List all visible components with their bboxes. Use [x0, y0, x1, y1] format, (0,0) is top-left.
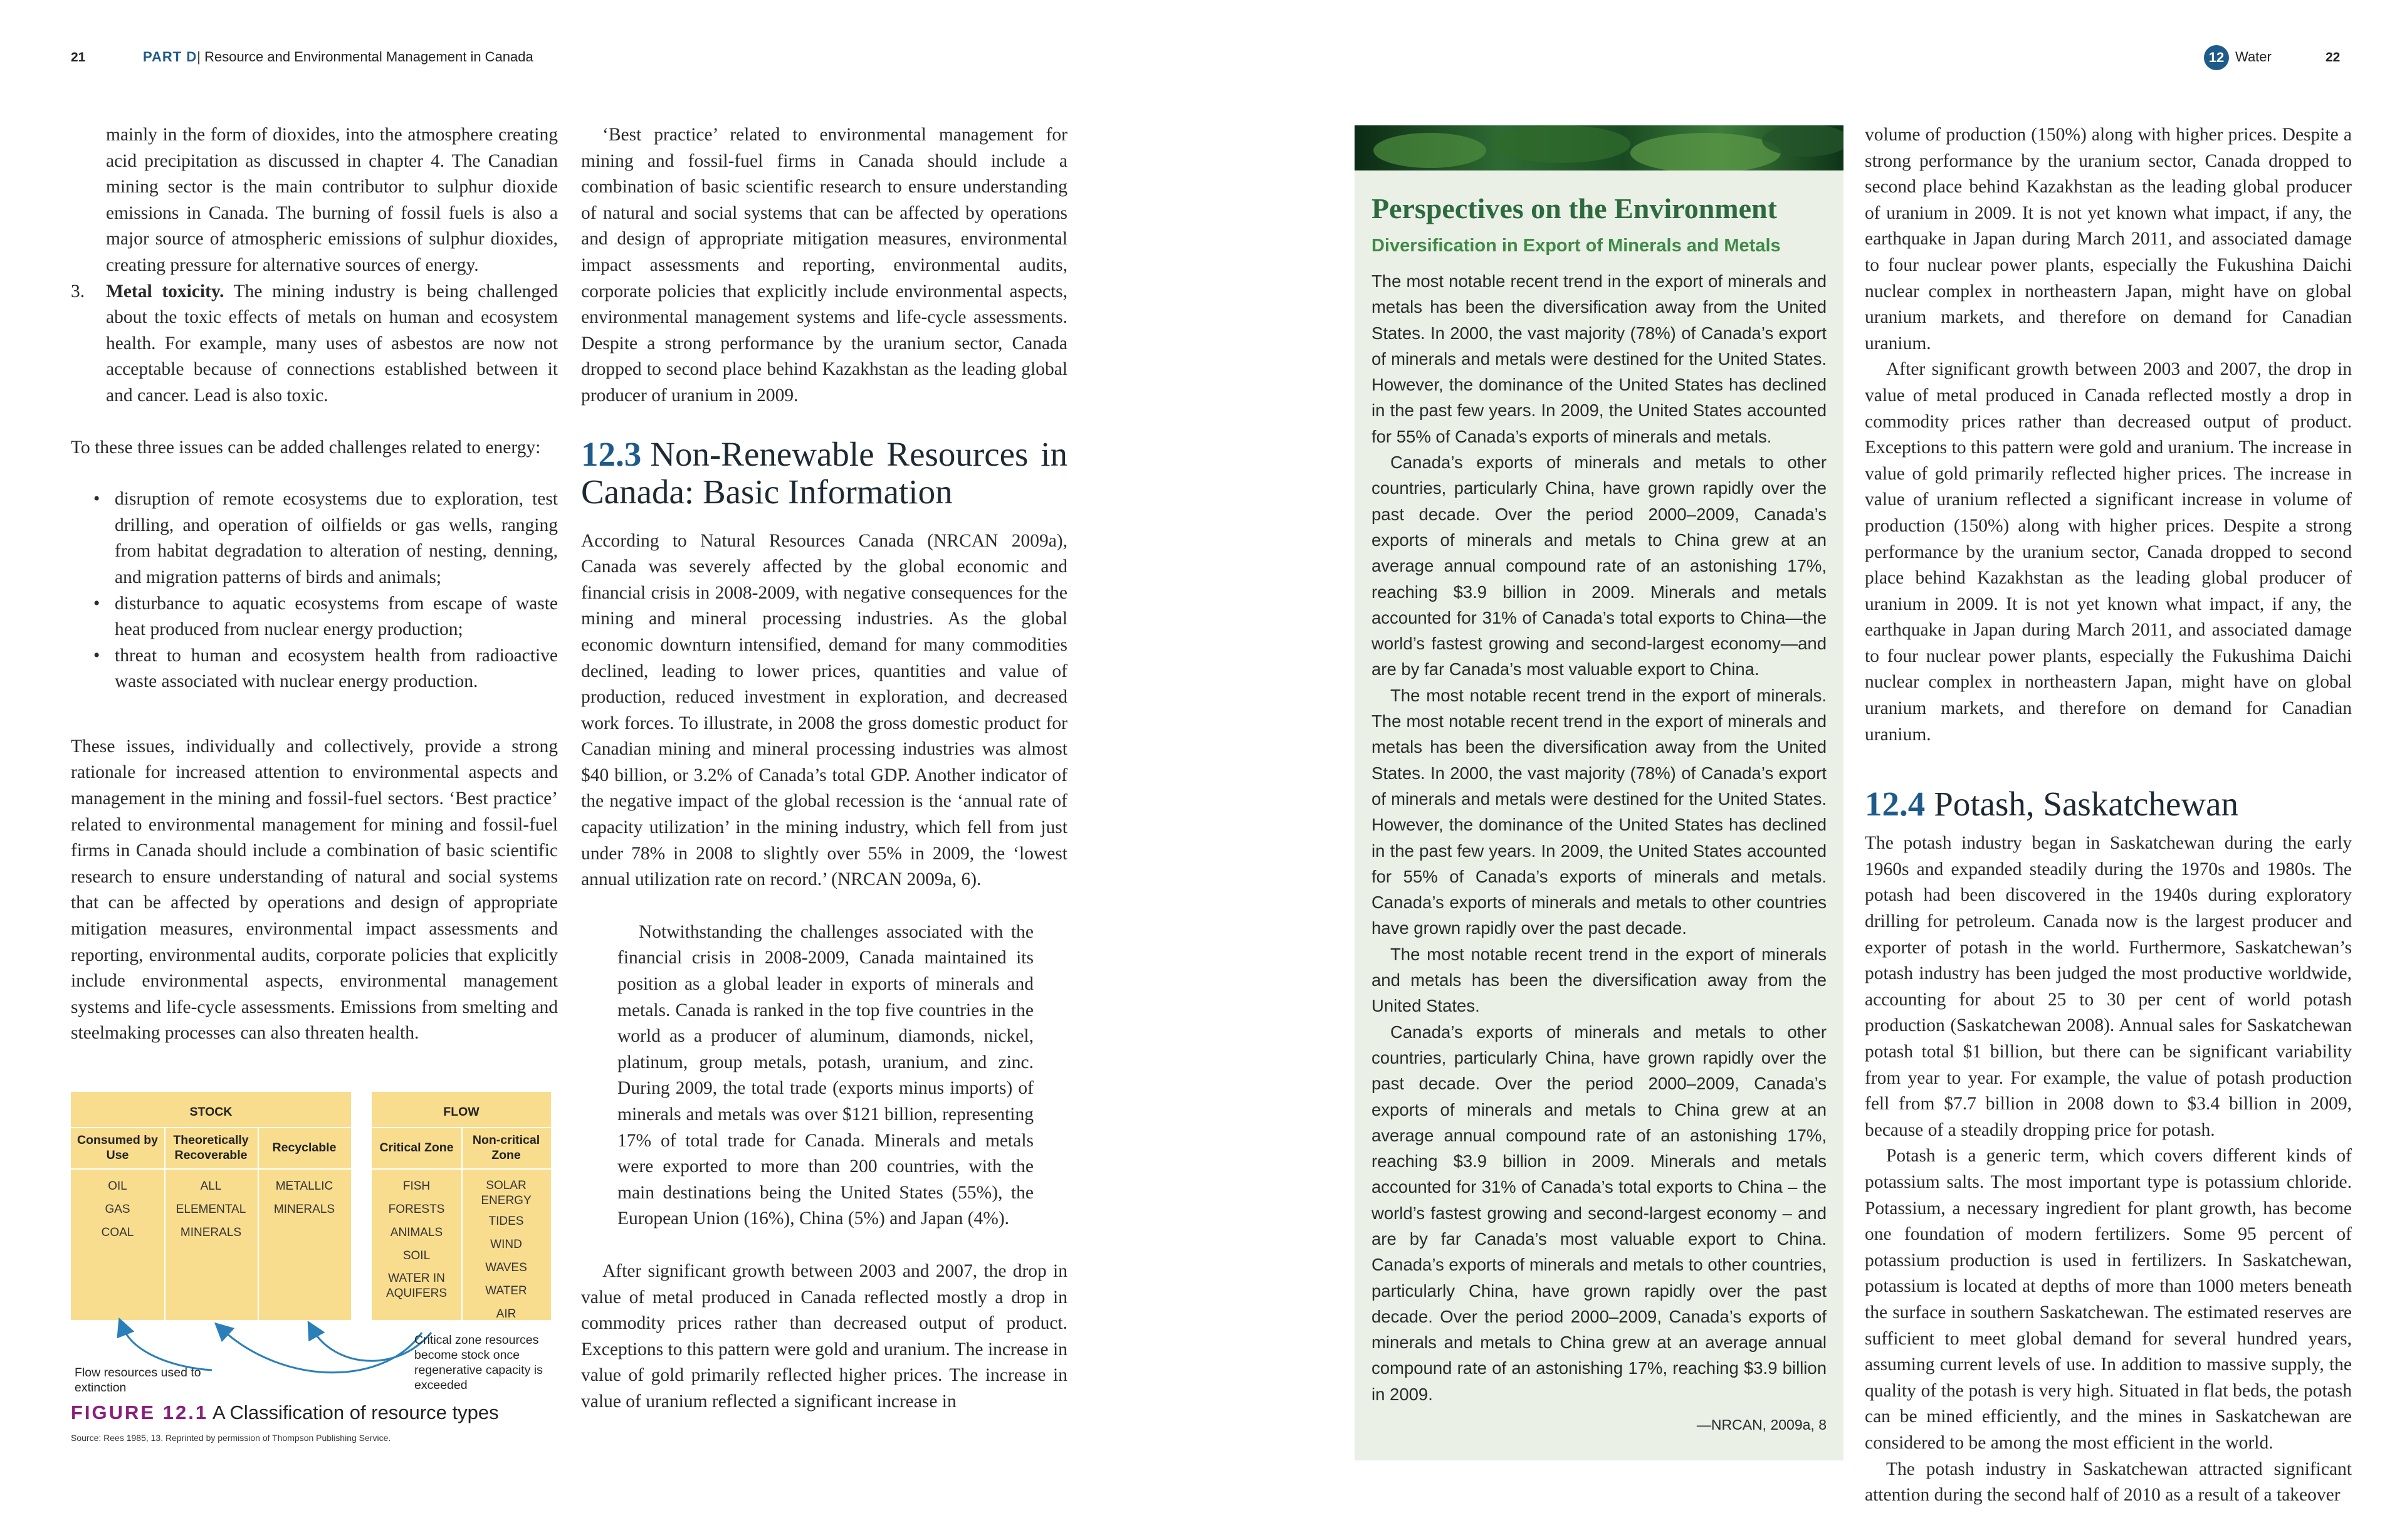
resource-item: METALLIC: [275, 1180, 333, 1193]
resource-item: ELEMENTAL: [176, 1203, 246, 1216]
right-column: [1865, 122, 2352, 1509]
item-term: Metal toxicity.: [106, 281, 224, 301]
col1-intro: mainly in the form of dioxides, into the atmosphere creating acid precipitation as discussed in chapter 4. The Canadian mining sector is the main contributor to sulphur dioxide emissions in Canada. The burning of fossil fuels is also a major source of atmospheric emissions of sulphur dioxides, creating pressure for alternative sources of energy.: [106, 125, 558, 275]
right-para2: After significant growth between 2003 and 2007, the drop in value of metal produced in Canada reflected mostly a drop in commodity prices rather than decreased output of product. Exceptions to this pattern were gold and uranium. The increase in value of gold primarily reflected higher prices. The increase in value of uranium reflected a significant increase in volume of production (150%) along with higher prices. Despite a strong performance by the uranium sector, Canada dropped to second place behind Kazakhstan as the leading global producer of uranium in 2009. It is not yet known what impact, if any, the earthquake in Japan during March 2011, and associated damage to four nuclear power plants, especially the Fukushima Daichi nuclear complex in northeastern Japan, might have on global uranium markets, and therefore on demand for Canadian uranium.: [1865, 359, 2352, 745]
part-label: PART D: [143, 49, 197, 65]
item-number: 3.: [71, 281, 85, 301]
perspectives-sidebar: [1355, 125, 1843, 1460]
section-heading-12-4: [1865, 785, 2352, 823]
resource-item: GAS: [105, 1203, 130, 1216]
left-column-1: [71, 122, 558, 1047]
left-page-number: 21: [71, 50, 86, 65]
resource-item: MINERALS: [273, 1203, 335, 1216]
resource-item: SOIL: [402, 1249, 431, 1262]
sidebar-body: [1371, 268, 1827, 1438]
resource-item: ALL: [200, 1180, 222, 1193]
flow-label: FLOW: [443, 1105, 480, 1119]
figure-label: FIGURE 12.1: [71, 1401, 209, 1423]
flow-panel: [372, 1092, 551, 1320]
section-number: 12.4: [1865, 785, 1926, 824]
part-title: | Resource and Environmental Management in Canada: [197, 49, 533, 65]
figure-resource-classification: [71, 1092, 560, 1443]
leaf-banner-image: [1355, 125, 1843, 170]
resource-item: AIR: [496, 1307, 517, 1321]
right-para3: The potash industry began in Saskatchewan during the early 1960s and expanded steadily during the 1970s and 1980s. The potash had been discovered in the 1940s during exploratory drilling for petroleum. Canada now is the largest producer and exporter of potash in the world. Furthermore, Saskatchewan’s potash industry has been judged the most productive worldwide, accounting for about 25 to 30 per cent of world potash production (Saskatchewan 2008). Annual sales for Saskatchewan potash total $1 billion, but there can be significant variability from year to year. For example, the value of potash production fell from $7.7 billion in 2008 down to $3.4 billion in 2009, because of a steadily dropping price for potash.: [1865, 833, 2352, 1140]
resource-item: ANIMALS: [390, 1226, 443, 1239]
section-title: Potash, Saskatchewan: [1934, 785, 2238, 824]
arrow-flow-to-consumed: [122, 1326, 212, 1370]
annotation-critical-zone: Critical zone resources become stock once regenerative capacity is exceeded: [414, 1333, 543, 1392]
annotation-flow-resources: Flow resources used to extinction: [75, 1366, 201, 1395]
resource-item: TIDES: [488, 1215, 524, 1228]
col2-para1: ‘Best practice’ related to environmental management for mining and fossil-fuel firms in Canada should include a combination of basic scientific research to ensure understanding of natural and social systems that can be affected by operations and design of appropriate mitigation measures, environmental impact assessments and reporting, environmental audits, corporate policies that explicitly include environmental aspects, environmental management systems and life-cycle assessments. Despite a strong performance by the uranium sector, Canada dropped to second place behind Kazakhstan as the leading global producer of uranium in 2009.: [581, 125, 1067, 406]
flow-col-header: Critical Zone: [379, 1141, 454, 1155]
section-title: Non-Renewable Resources in Canada: Basic Information: [581, 434, 1067, 511]
flow-col-header: Non-critical Zone: [472, 1133, 540, 1162]
section-heading-12-3: [581, 436, 1067, 511]
resource-item: FORESTS: [388, 1203, 445, 1216]
resource-item: WATER: [485, 1284, 527, 1297]
leaf-pattern-icon: [1355, 125, 1843, 170]
figure-caption: [71, 1401, 499, 1424]
stock-col-header: Consumed by Use: [77, 1133, 158, 1162]
chapter-number-badge: 12: [2204, 45, 2229, 70]
resource-item: COAL: [101, 1226, 134, 1239]
stock-col-header: Recyclable: [272, 1141, 337, 1155]
stock-col-items: [164, 1175, 258, 1244]
sidebar-attribution: —NRCAN, 2009a, 8: [1696, 1417, 1827, 1433]
bullet-item: • disruption of remote ecosystems due to exploration, test drilling, and operation of oilfields or gas wells, ranging from habitat degradation to alteration of nesting, denning, and migration patterns of birds and animals;: [71, 486, 558, 590]
sidebar-paragraph: The most notable recent trend in the export of minerals and metals has been the diversification away from the United States.: [1371, 944, 1827, 1016]
resource-item: FISH: [402, 1180, 431, 1193]
right-para5: The potash industry in Saskatchewan attracted significant attention during the second half of 2010 as a result of a takeover: [1865, 1459, 2352, 1506]
figure-title: A Classification of resource types: [208, 1401, 499, 1423]
flow-col-items: [372, 1175, 461, 1301]
section-number: 12.3: [581, 434, 642, 473]
block-quote: Notwithstanding the challenges associated with the financial crisis in 2008-2009, Canada maintained its position as a global leader in exports of minerals and metals. Canada is ranked in the top five countries in the world as a producer of aluminum, diamonds, nickel, platinum, group metals, potash, uranium, and zinc. During 2009, the total trade (exports minus imports) of minerals and metals was over $121 billion, representing 17% of total trade for Canada. Minerals and metals were exported to more than 200 countries, with the main destinations being the United States (55%), the European Union (16%), China (5%) and Japan (4%).: [617, 921, 1034, 1229]
resource-item: WIND: [490, 1238, 522, 1251]
left-column-2: [581, 122, 1067, 1415]
resource-item: WAVES: [485, 1261, 527, 1274]
right-para4: Potash is a generic term, which covers different kinds of potassium salts. The most important type is potassium chloride. Potassium, a necessary ingredient for plant growth, has become one foundation of modern fertilizers. Some 95 percent of potassium production is used in fertilizers. In Saskatchewan, potassium is located at depths of more than 1000 meters beneath the surface in southern Saskatchewan. The estimated reserves are sufficient to meet global demand for several hundred years, assuming current levels of use. In addition to massive supply, the quality of the potash is very high. Situated in flat beds, the potash can be mined efficiently, and the mines in Saskatchewan are considered to be among the most efficient in the world.: [1865, 1146, 2352, 1453]
resource-item: OIL: [108, 1180, 127, 1193]
stock-panel: [71, 1092, 351, 1320]
arrow-critical-to-recoverable: [221, 1329, 422, 1373]
sidebar-paragraph: The most notable recent trend in the export of minerals. The most notable recent trend in the export of minerals and metals has been the diversification away from the United States. In 2000, the vast majority (78%) of Canada’s export of minerals and metals were destined for the United States. However, the dominance of the United States has declined in the past few years. In 2009, the United States accounted for 55% of Canada’s exports of minerals and metals. Canada’s exports of minerals and metals to other countries have grown rapidly over the past decade.: [1371, 685, 1827, 938]
resource-item: WATER IN AQUIFERS: [385, 1272, 448, 1300]
figure-source: Source: Rees 1985, 13. Reprinted by permission of Thompson Publishing Service.: [71, 1433, 391, 1443]
stock-col-header: Theoretically Recoverable: [173, 1133, 249, 1162]
sidebar-paragraph: Canada’s exports of minerals and metals to other countries, particularly China, have grown rapidly over the past decade. Over the period 2000–2009, Canada’s exports of minerals and metals to China grew at an average annual compound rate of an astonishing 17%, reaching $3.9 billion in 2009. Minerals and metals accounted for 31% of Canada’s total exports to China – the world’s fastest growing and second-largest economy – and are by far Canada’s most valuable export to China. Canada’s exports of minerals and metals to other countries, particularly China, have grown rapidly over the past decade. Over the period 2000–2009, Canada’s exports of minerals and metals to China grew at an average annual compound rate of an astonishing 17%, reaching $3.9 billion in 2009.: [1371, 1022, 1827, 1404]
stock-col-items: [258, 1175, 351, 1221]
arrow-critical-to-recyclable: [312, 1329, 431, 1361]
right-para1: volume of production (150%) along with higher prices. Despite a strong performance by the uranium sector, Canada dropped to second place behind Kazakhstan as the leading global producer of uranium in 2009. It is not yet known what impact, if any, the earthquake in Japan during March 2011, and associated damage to four nuclear power plants, especially the Fukushina Daichi nuclear complex in northeastern Japan, might have on global uranium markets, and therefore on demand for Canadian uranium.: [1865, 125, 2352, 354]
resource-item: SOLAR ENERGY: [481, 1179, 532, 1207]
resource-item: MINERALS: [180, 1226, 242, 1239]
energy-lead: To these three issues can be added challenges related to energy:: [71, 437, 541, 458]
stock-label: STOCK: [189, 1105, 233, 1119]
sidebar-paragraph: The most notable recent trend in the export of minerals and metals has been the diversification away from the United States. In 2000, the vast majority (78%) of Canada’s export of minerals and metals were destined for the United States. However, the dominance of the United States has declined in the past few years. In 2009, the United States accounted for 55% of Canada’s exports of minerals and metals.: [1371, 271, 1827, 446]
numbered-item-3: [71, 279, 558, 409]
energy-bullet-list: [71, 486, 558, 695]
stock-col-items: [71, 1175, 164, 1244]
left-running-head: [143, 49, 533, 65]
bullet-item: • disturbance to aquatic ecosystems from escape of waste heat produced from nuclear energy production;: [71, 591, 558, 643]
item-text: The mining industry is being challenged about the toxic effects of metals on human and ecosystem health. For example, many uses of asbestos are now not acceptable because of connections established between it and cancer. Lead is also toxic.: [106, 281, 558, 406]
sidebar-paragraph: Canada’s exports of minerals and metals to other countries, particularly China, have grown rapidly over the past decade. Over the period 2000–2009, Canada’s exports of minerals and metals to China grew at an average annual compound rate of an astonishing 17%, reaching $3.9 billion in 2009. Minerals and metals accounted for 31% of Canada’s total exports to China—the world’s fastest growing and second-largest economy—and are by far Canada’s most valuable export to China.: [1371, 453, 1827, 679]
sidebar-subtitle: Diversification in Export of Minerals and Metals: [1371, 236, 1781, 256]
col2-para2: According to Natural Resources Canada (NRCAN 2009a), Canada was severely affected by the global economic and financial crisis in 2008-2009, with negative consequences for the mining and mineral processing industries. As the global economic downturn intensified, demand for many commodities declined, leading to lower prices, quantities and value of production, reduced investment in exploration, and decreased work forces. To illustrate, in 2008 the gross domestic product for Canadian mining and mineral processing industries was almost $40 billion, or 3.2% of Canada’s total GDP. Another indicator of the negative impact of the global recession is the ‘annual rate of capacity utilization’ in the mining industry, which fell from just under 78% in 2008 to slightly over 55% in 2009, the ‘lowest annual utilization rate on record.’ (NRCAN 2009a, 6).: [581, 530, 1067, 890]
bullet-item: • threat to human and ecosystem health from radioactive waste associated with nuclear energy production.: [71, 643, 558, 695]
col1-closing-paragraph: These issues, individually and collectively, provide a strong rationale for increased attention to environmental aspects and management in the mining and fossil-fuel sectors. ‘Best practice’ related to environmental management for mining and fossil-fuel firms in Canada should include a combination of basic scientific research to ensure understanding of natural and social systems that can be affected by operations and design of appropriate mitigation measures, environmental impact assessments and reporting, environmental audits, corporate policies that explicitly include environmental aspects, environmental management systems and life-cycle assessments. Emissions from smelting and steelmaking processes can also threaten health.: [71, 736, 558, 1044]
flow-col-items: [461, 1175, 551, 1326]
chapter-title: Water: [2235, 49, 2272, 65]
sidebar-title: Perspectives on the Environment: [1371, 192, 1777, 224]
right-page-number: 22: [2326, 50, 2341, 65]
col2-para3: After significant growth between 2003 and 2007, the drop in value of metal produced in Canada reflected mostly a drop in commodity prices rather than decreased output of product. Exceptions to this pattern were gold and uranium. The increase in value of gold primarily reflected higher prices. The increase in value of uranium reflected a significant increase in: [581, 1260, 1067, 1412]
